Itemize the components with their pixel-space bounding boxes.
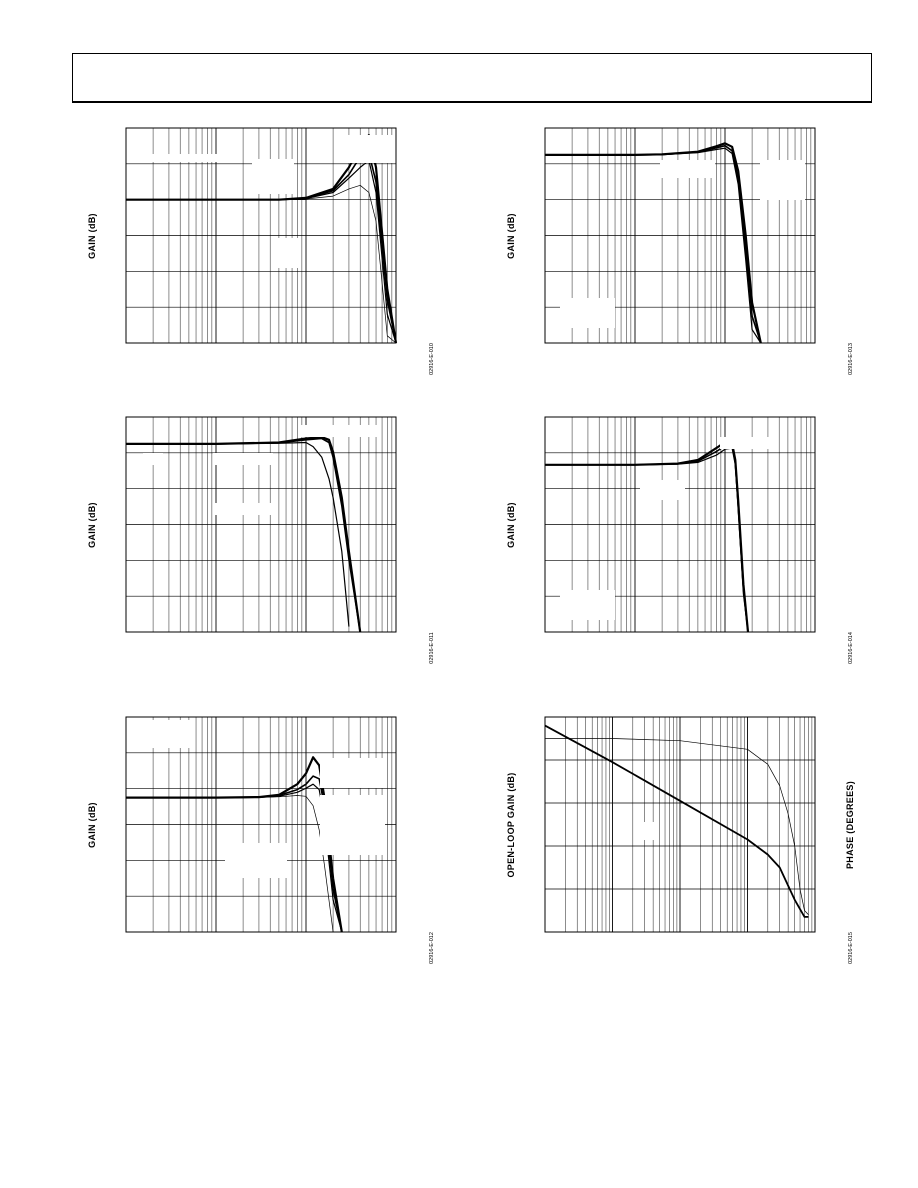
chart-plot-6	[545, 717, 815, 932]
label-box	[638, 822, 658, 840]
chart-plot-5	[126, 717, 396, 932]
chart-plot-4	[545, 417, 815, 632]
label-box	[560, 590, 615, 620]
chart-svg-3	[126, 417, 396, 632]
figure-id-2: 02916-E-013	[848, 343, 854, 375]
figure-id-3: 02916-E-011	[429, 632, 435, 664]
y-axis-label-5: GAIN (dB)	[87, 802, 97, 848]
label-box	[125, 154, 220, 162]
y-axis-label-4: GAIN (dB)	[506, 502, 516, 548]
label-box	[335, 135, 395, 163]
y-axis-label-6-right: PHASE (DEGREES)	[845, 780, 855, 870]
label-box	[320, 795, 385, 855]
chart-svg-4	[545, 417, 815, 632]
series-line-3	[126, 443, 349, 627]
label-box	[320, 758, 385, 788]
chart-svg-2	[545, 128, 815, 343]
label-box	[300, 425, 380, 437]
grid-6	[545, 717, 815, 932]
chart-svg-5	[126, 717, 396, 932]
y-axis-label-1: GAIN (dB)	[87, 213, 97, 259]
label-box	[143, 453, 163, 465]
y-axis-label-2: GAIN (dB)	[506, 213, 516, 259]
page-header-box	[72, 53, 872, 103]
y-axis-label-6: OPEN-LOOP GAIN (dB)	[506, 772, 516, 878]
label-box	[252, 159, 294, 194]
label-box	[560, 298, 615, 328]
chart-svg-6	[545, 717, 815, 932]
label-box	[760, 160, 805, 200]
chart-plot-3	[126, 417, 396, 632]
chart-plot-1	[126, 128, 396, 343]
label-box	[660, 160, 715, 178]
chart-plot-2	[545, 128, 815, 343]
label-box	[720, 437, 775, 449]
figure-id-5: 02916-E-012	[429, 932, 435, 964]
figure-id-1: 02916-E-010	[429, 343, 435, 375]
label-box	[213, 453, 273, 465]
chart-svg-1	[126, 128, 396, 343]
figure-id-4: 02916-E-014	[848, 632, 854, 664]
label-box	[225, 843, 287, 878]
label-box	[640, 480, 685, 500]
label-box	[213, 503, 273, 515]
figure-id-6: 02916-E-015	[848, 932, 854, 964]
series-line-4	[126, 185, 396, 343]
label-box	[273, 238, 298, 268]
y-axis-label-3: GAIN (dB)	[87, 502, 97, 548]
label-box	[143, 720, 195, 748]
